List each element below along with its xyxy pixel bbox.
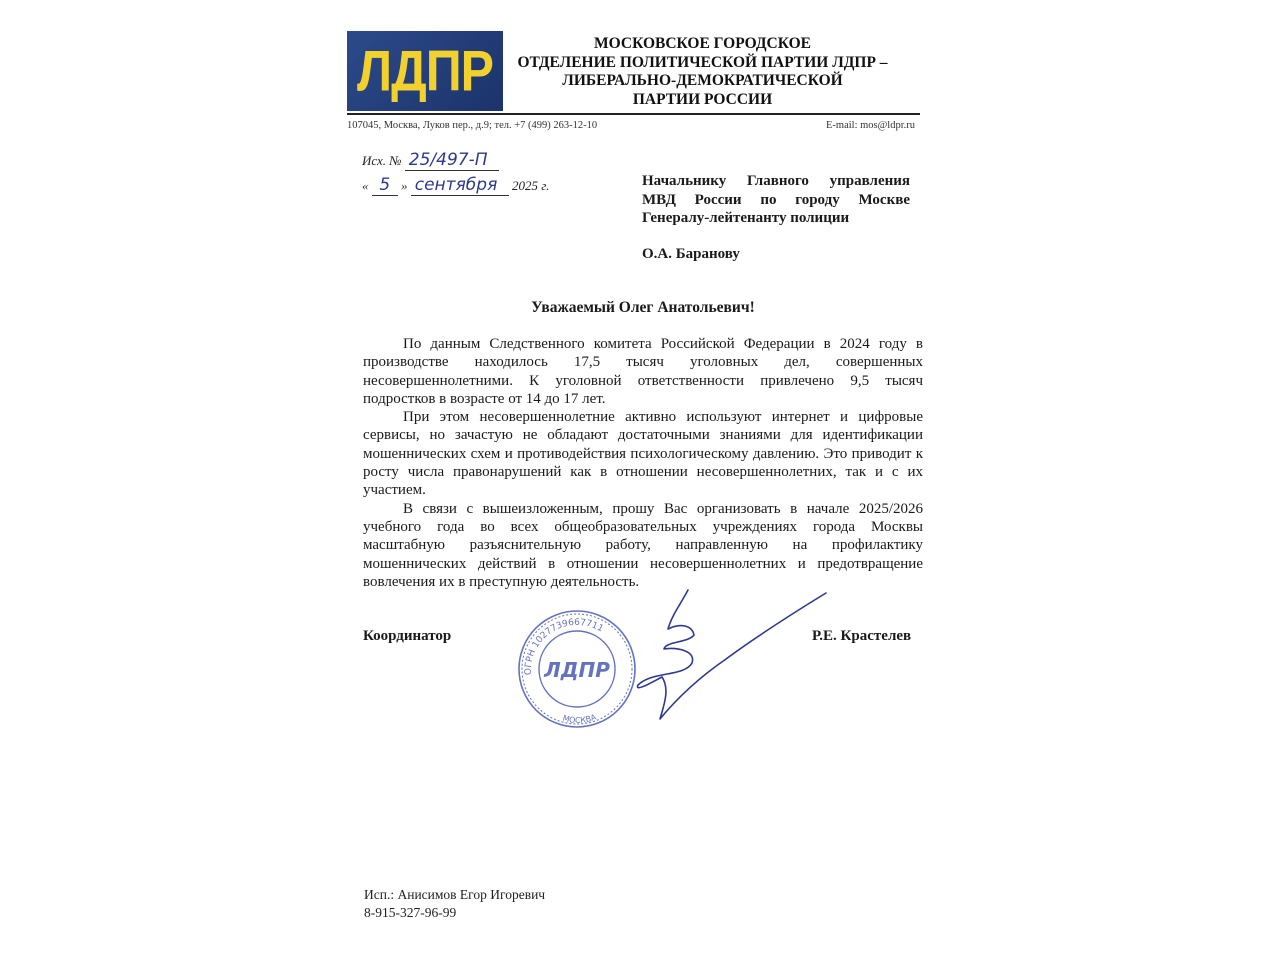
stamp-ring-text: ОГРН 1027739667711 xyxy=(523,617,605,676)
organization-title xyxy=(505,35,900,109)
addressee-name: О.А. Баранову xyxy=(642,246,740,262)
party-stamp xyxy=(515,605,639,733)
outgoing-number-label: Исх. № xyxy=(362,153,402,168)
salutation: Уважаемый Олег Анатольевич! xyxy=(531,299,755,316)
org-title-line: МОСКОВСКОЕ ГОРОДСКОЕ xyxy=(594,35,811,52)
org-title-line: ОТДЕЛЕНИЕ ПОЛИТИЧЕСКОЙ ПАРТИИ ЛДПР – xyxy=(517,53,888,71)
org-title-line: ПАРТИИ РОССИИ xyxy=(632,90,773,108)
addressee-line: МВД России по городу Москве xyxy=(642,191,910,208)
org-title-line: ЛИБЕРАЛЬНО-ДЕМОКРАТИЧЕСКОЙ xyxy=(562,72,843,89)
date-year: 2025 г. xyxy=(512,178,550,193)
header-divider xyxy=(347,113,920,115)
date-open-quote: « xyxy=(362,178,369,193)
logo-text: ЛДПР xyxy=(357,38,493,104)
ldpr-logo xyxy=(347,31,503,111)
executor-info xyxy=(364,886,545,921)
postal-address: 107045, Москва, Луков пер., д.9; тел. +7 (499) 263-12-10 xyxy=(347,120,598,131)
date-close-quote: » xyxy=(401,178,408,193)
stamp-center-text: ЛДПР xyxy=(544,658,610,682)
executor-name: Исп.: Анисимов Егор Игоревич xyxy=(364,887,546,902)
handwritten-signature xyxy=(630,585,830,725)
outgoing-reference xyxy=(362,150,549,200)
body-paragraph: При этом несовершеннолетние активно используют интернет и цифровые сервисы, но зачастую не обладают достаточными знаниями для идентификации мошеннических схем и противодействия психологическому давлению. Это приводит к росту числа правонарушений как в отношении несовершеннолетних, так и с их участием. xyxy=(363,409,923,499)
addressee-line: Начальнику Главного управления xyxy=(642,173,910,189)
stamp-bottom-text: МОСКВА xyxy=(561,712,598,725)
body-paragraph: По данным Следственного комитета Российской Федерации в 2024 году в производстве находилось 17,5 тысяч уголовных дел, совершенных несовершеннолетними. К уголовной ответственности привлечено 9,5 тысяч подростков в возрасте от 14 до 17 лет. xyxy=(363,336,923,407)
svg-text:МОСКВА xyxy=(562,712,598,725)
addressee-block xyxy=(642,172,910,228)
date-month-handwritten: сентября xyxy=(411,175,509,196)
signer-name: Р.Е. Крастелев xyxy=(812,628,912,644)
date-day-handwritten: 5 xyxy=(372,175,398,196)
addressee-line: Генералу-лейтенанту полиции xyxy=(642,210,850,226)
outgoing-number-row xyxy=(362,150,549,175)
executor-phone: 8-915-327-96-99 xyxy=(364,904,457,920)
outgoing-date-row xyxy=(362,175,549,200)
email-address: E-mail: mos@ldpr.ru xyxy=(826,120,915,131)
outgoing-number-handwritten: 25/497-П xyxy=(405,150,499,171)
letter-body xyxy=(363,335,923,591)
body-paragraph: В связи с вышеизложенным, прошу Вас организовать в начале 2025/2026 учебного года во всех общеобразовательных учреждениях города Москвы масштабную разъяснительную работу, направленную на профилактику мошеннических действий в отношении несовершеннолетних и предотвращение вовлечения их в преступную деятельность. xyxy=(363,500,923,590)
signer-role: Координатор xyxy=(363,628,452,644)
